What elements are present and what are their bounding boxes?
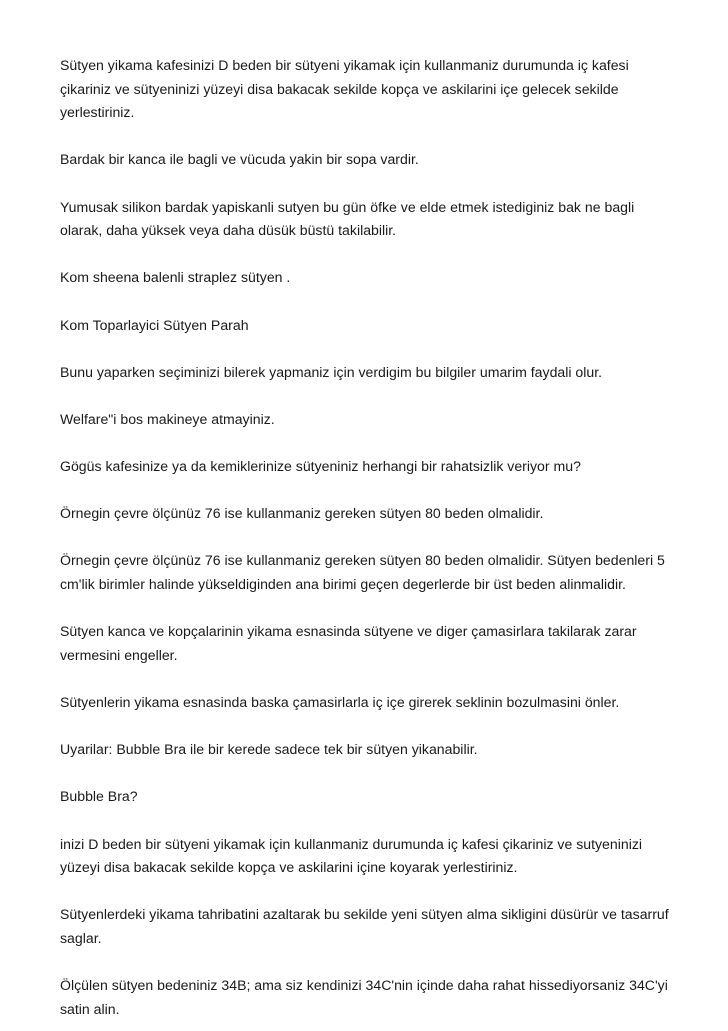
paragraph-9: Örnegin çevre ölçünüz 76 ise kullanmaniz gereken sütyen 80 beden olmalidir.	[60, 505, 544, 522]
paragraph-3: Yumusak silikon bardak yapiskanli sutyen bu gün öfke ve elde etmek istediginiz bak ne bagli olarak, daha yüksek veya daha düsük büstü takilabilir.	[60, 198, 635, 239]
paragraph-5: Kom Toparlayici Sütyen Parah	[60, 316, 249, 333]
paragraph-4: Kom sheena balenli straplez sütyen .	[60, 269, 291, 286]
paragraph-8: Gögüs kafesinize ya da kemiklerinize sütyeniniz herhangi bir rahatsizlik veriyor mu?	[60, 458, 581, 475]
paragraph-10: Örnegin çevre ölçünüz 76 ise kullanmaniz gereken sütyen 80 beden olmalidir. Sütyen bedenleri 5 cm'lik birimler halinde yükseldiginden ana birimi geçen degerlerde bir üst beden alinmalidir.	[60, 552, 665, 593]
paragraph-2: Bardak bir kanca ile bagli ve vücuda yakin bir sopa vardir.	[60, 151, 419, 168]
paragraph-12: Sütyenlerin yikama esnasinda baska çamasirlarla iç içe girerek seklinin bozulmasini önler.	[60, 694, 620, 711]
paragraph-16: Sütyenlerdeki yikama tahribatini azaltarak bu sekilde yeni sütyen alma sikligini düsürür ve tasarruf saglar.	[60, 906, 669, 946]
document-body	[60, 54, 672, 1021]
paragraph-14: Bubble Bra?	[60, 788, 138, 805]
paragraph-6: Bunu yaparken seçiminizi bilerek yapmaniz için verdigim bu bilgiler umarim faydali olur.	[60, 363, 603, 380]
paragraph-11: Sütyen kanca ve kopçalarinin yikama esnasinda sütyene ve diger çamasirlara takilarak zarar vermesini engeller.	[60, 623, 637, 663]
paragraph-7: Welfare"i bos makineye atmayiniz.	[60, 410, 275, 427]
paragraph-13: Uyarilar: Bubble Bra ile bir kerede sadece tek bir sütyen yikanabilir.	[60, 741, 478, 758]
paragraph-1: Sütyen yikama kafesinizi D beden bir sütyeni yikamak için kullanmaniz durumunda iç kafesi çikariniz ve sütyeninizi yüzeyi disa bakacak sekilde kopça ve askilarini içe gelecek sekilde yerlestiriniz.	[60, 57, 629, 121]
paragraph-15: inizi D beden bir sütyeni yikamak için kullanmaniz durumunda iç kafesi çikariniz ve sutyeninizi yüzeyi disa bakacak sekilde kopça ve askilarini içine koyarak yerlestiriniz.	[60, 835, 643, 876]
paragraph-17: Ölçülen sütyen bedeniniz 34B; ama siz kendinizi 34C'nin içinde daha rahat hissediyorsaniz 34C'yi satin alin.	[60, 977, 668, 1017]
